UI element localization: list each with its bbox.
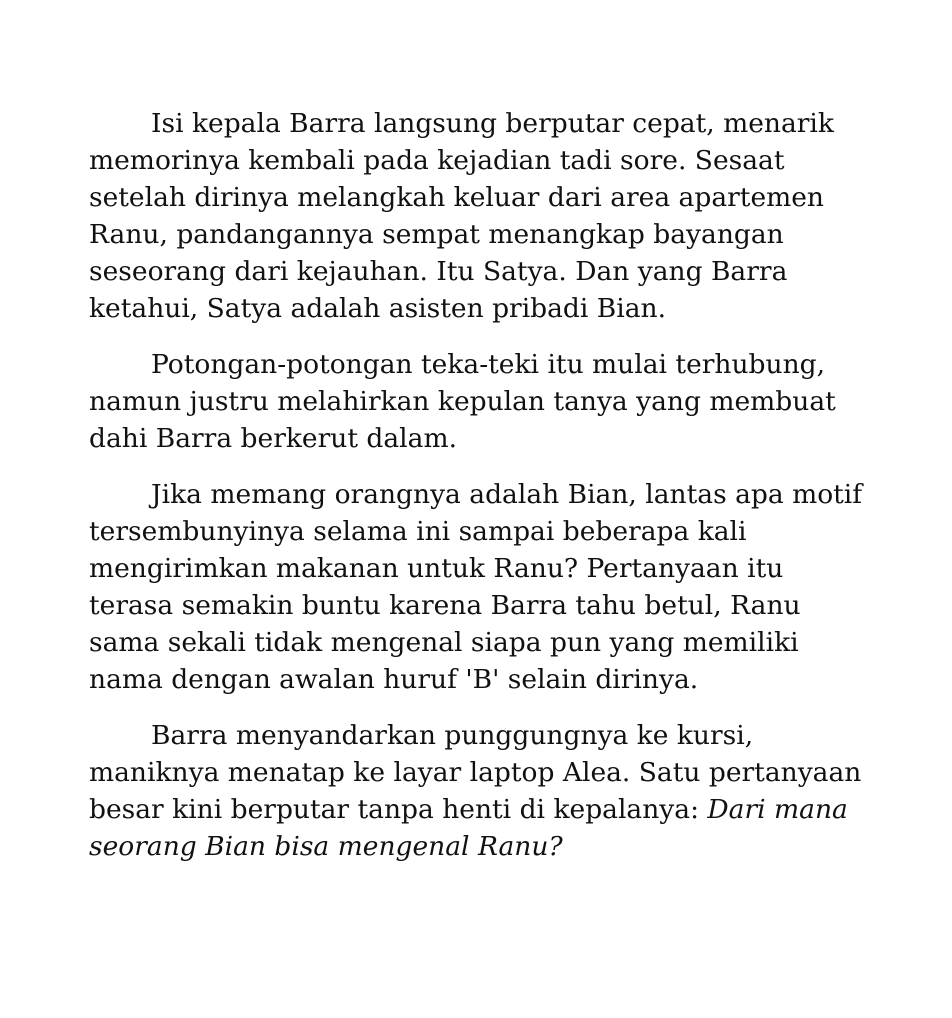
paragraph-line: ketahui, Satya adalah asisten pribadi Bian. bbox=[89, 293, 667, 324]
italic-line: seorang Bian bisa mengenal Ranu? bbox=[89, 831, 563, 862]
paragraph-1 bbox=[89, 105, 879, 327]
paragraph-line: tersembunyinya selama ini sampai beberapa kali bbox=[89, 516, 747, 547]
paragraph-line-mixed bbox=[89, 791, 879, 828]
paragraph-line: setelah dirinya melangkah keluar dari area apartemen bbox=[89, 182, 824, 213]
paragraph-2 bbox=[89, 346, 879, 457]
paragraph-line: memorinya kembali pada kejadian tadi sore. Sesaat bbox=[89, 145, 785, 176]
paragraph-3 bbox=[89, 476, 879, 698]
paragraph-line: terasa semakin buntu karena Barra tahu betul, Ranu bbox=[89, 590, 801, 621]
paragraph-line: maniknya menatap ke layar laptop Alea. Satu pertanyaan bbox=[89, 757, 862, 788]
paragraph-line: Ranu, pandangannya sempat menangkap bayangan bbox=[89, 219, 784, 250]
paragraph-line: namun justru melahirkan kepulan tanya yang membuat bbox=[89, 386, 836, 417]
paragraph-line: Barra menyandarkan punggungnya ke kursi, bbox=[151, 720, 754, 751]
paragraph-line: Isi kepala Barra langsung berputar cepat, menarik bbox=[151, 108, 834, 139]
paragraph-line: sama sekali tidak mengenal siapa pun yang memiliki bbox=[89, 627, 799, 658]
paragraph-line: Potongan-potongan teka-teki itu mulai terhubung, bbox=[151, 349, 826, 380]
paragraph-line: nama dengan awalan huruf 'B' selain dirinya. bbox=[89, 664, 699, 695]
paragraph-line: Jika memang orangnya adalah Bian, lantas apa motif bbox=[151, 479, 863, 510]
paragraph-4 bbox=[89, 717, 879, 865]
italic-text: Dari mana bbox=[707, 794, 848, 825]
paragraph-line: dahi Barra berkerut dalam. bbox=[89, 423, 458, 454]
paragraph-line: mengirimkan makanan untuk Ranu? Pertanyaan itu bbox=[89, 553, 784, 584]
paragraph-line: seseorang dari kejauhan. Itu Satya. Dan yang Barra bbox=[89, 256, 788, 287]
paragraph-text: besar kini berputar tanpa henti di kepalanya: bbox=[89, 794, 708, 825]
document-body bbox=[89, 105, 879, 884]
